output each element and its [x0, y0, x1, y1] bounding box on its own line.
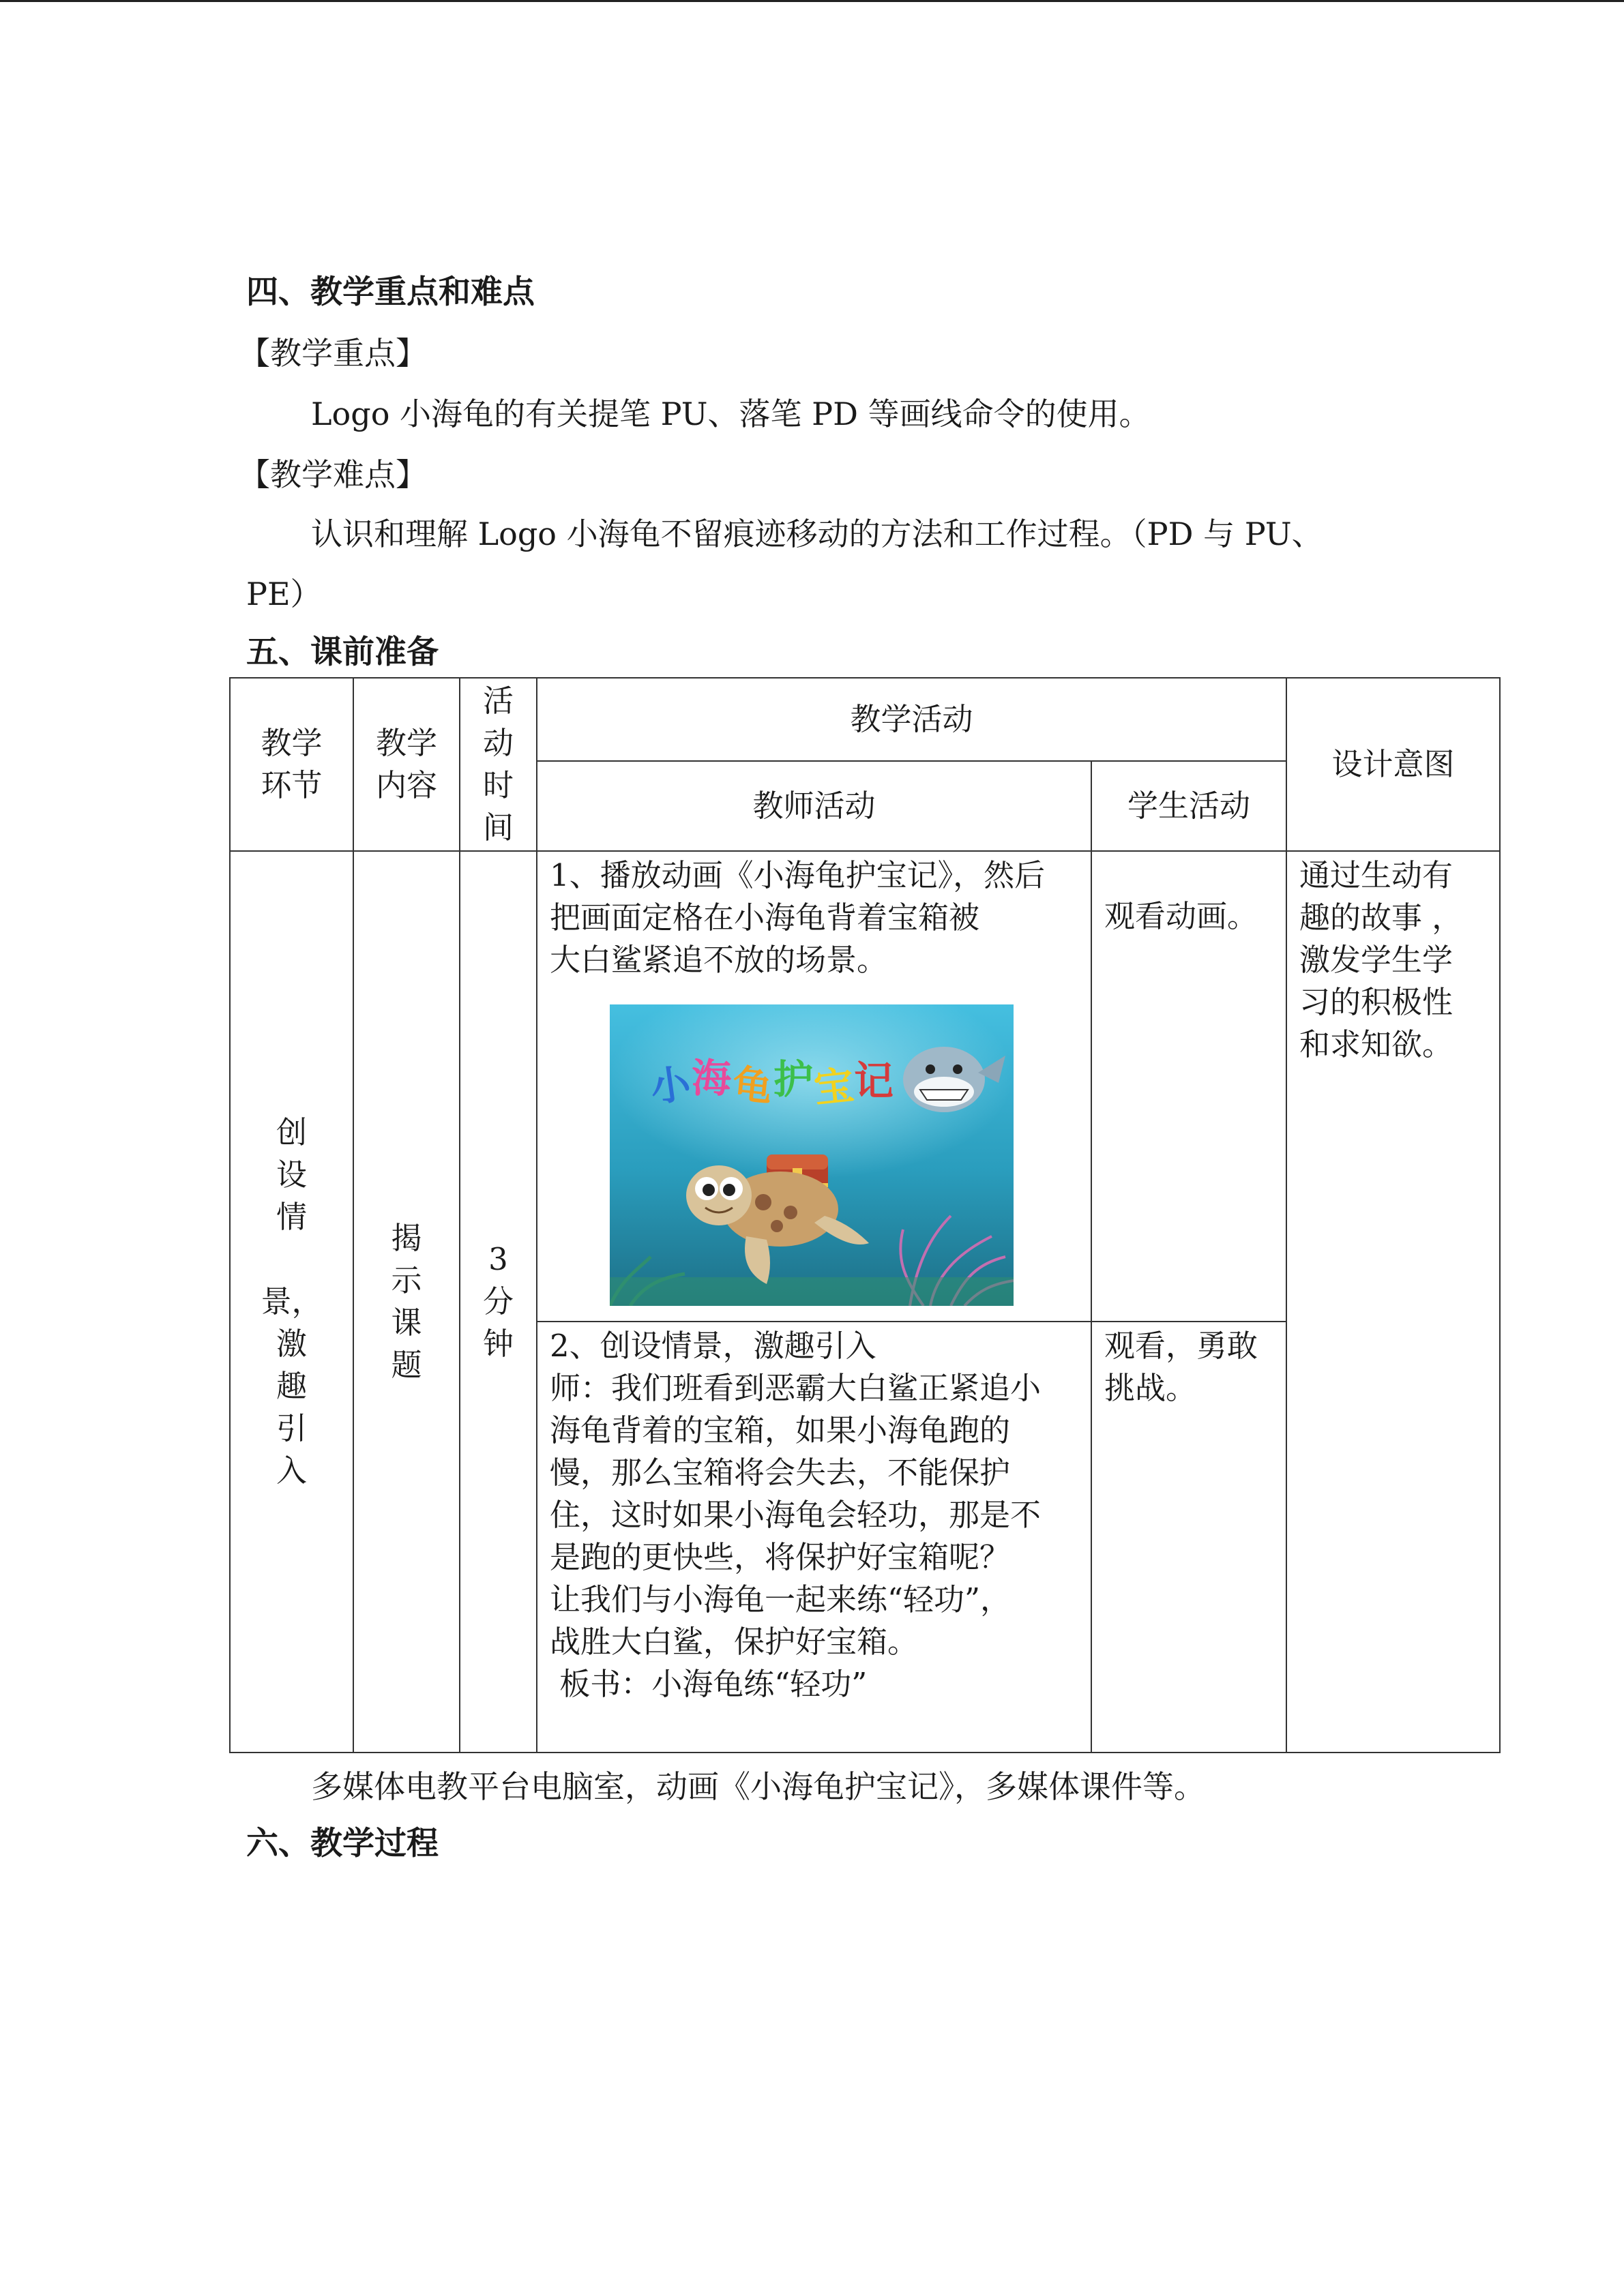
header-student-activity: 学生活动 [1091, 761, 1286, 851]
teacher-activity-1: 1、播放动画《小海龟护宝记》，然后 把画面定格在小海龟背着宝箱被 大白鲨紧追不放的场景。 小 海 龟 护 宝 记 [537, 851, 1091, 1322]
header-teacher-activity: 教师活动 [537, 761, 1091, 851]
header-design-intent: 设计意图 [1286, 678, 1500, 851]
difficulty-label: 【教学难点】 [239, 456, 427, 493]
stage-cell: 创 设 情 景， 激 趣 引 入 [230, 851, 353, 1753]
header-stage: 教学 环节 [230, 678, 353, 851]
header-time: 活 动 时 间 [460, 678, 537, 851]
key-point-label: 【教学重点】 [239, 335, 427, 372]
teacher-activity-2: 2、创设情景，激趣引入 师：我们班看到恶霸大白鲨正紧追小 海龟背着的宝箱，如果小海龟跑的 慢，那么宝箱将会失去，不能保护 住，这时如果小海龟会轻功，那是不 是跑的更快些，将保护好宝箱呢？ 让我们与小海龟一起来练“轻功”， 战胜大白鲨，保护好宝箱。 板书：小海龟练“轻功” [537, 1322, 1091, 1753]
title-char-2: 海 [692, 1055, 732, 1101]
lesson-plan-table [229, 677, 1501, 1753]
section-5-heading: 五、课前准备 [246, 633, 439, 671]
design-intent-cell: 通过生动有 趣的故事 ， 激发学生学 习的积极性 和求知欲。 [1286, 851, 1500, 1753]
difficulty-text-line-2: PE） [246, 576, 322, 612]
difficulty-text-line-1: 认识和理解 Logo 小海龟不留痕迹移动的方法和工作过程。（PD 与 PU、 [311, 516, 1323, 552]
title-char-3: 龟 [730, 1060, 775, 1111]
section-6-heading: 六、教学过程 [246, 1825, 439, 1862]
section-4-heading: 四、教学重点和难点 [246, 273, 535, 311]
header-content: 教学 内容 [353, 678, 460, 851]
title-char-4: 护 [773, 1056, 814, 1103]
student-activity-2: 观看，勇敢 挑战。 [1091, 1322, 1286, 1753]
title-char-6: 记 [854, 1058, 894, 1104]
key-point-text: Logo 小海龟的有关提笔 PU、落笔 PD 等画线命令的使用。 [311, 396, 1151, 432]
title-char-5: 宝 [812, 1062, 857, 1112]
title-char-1: 小 [647, 1060, 694, 1112]
animation-still-image [610, 1004, 1014, 1306]
prep-materials-text: 多媒体电教平台电脑室，动画《小海龟护宝记》，多媒体课件等。 [311, 1768, 1205, 1805]
page-top-rule [0, 0, 1624, 2]
student-activity-1: 观看动画。 [1091, 851, 1286, 1322]
time-cell: 3 分 钟 [460, 851, 537, 1753]
content-cell: 揭 示 课 题 [353, 851, 460, 1753]
header-teaching-activity: 教学活动 [537, 678, 1286, 761]
